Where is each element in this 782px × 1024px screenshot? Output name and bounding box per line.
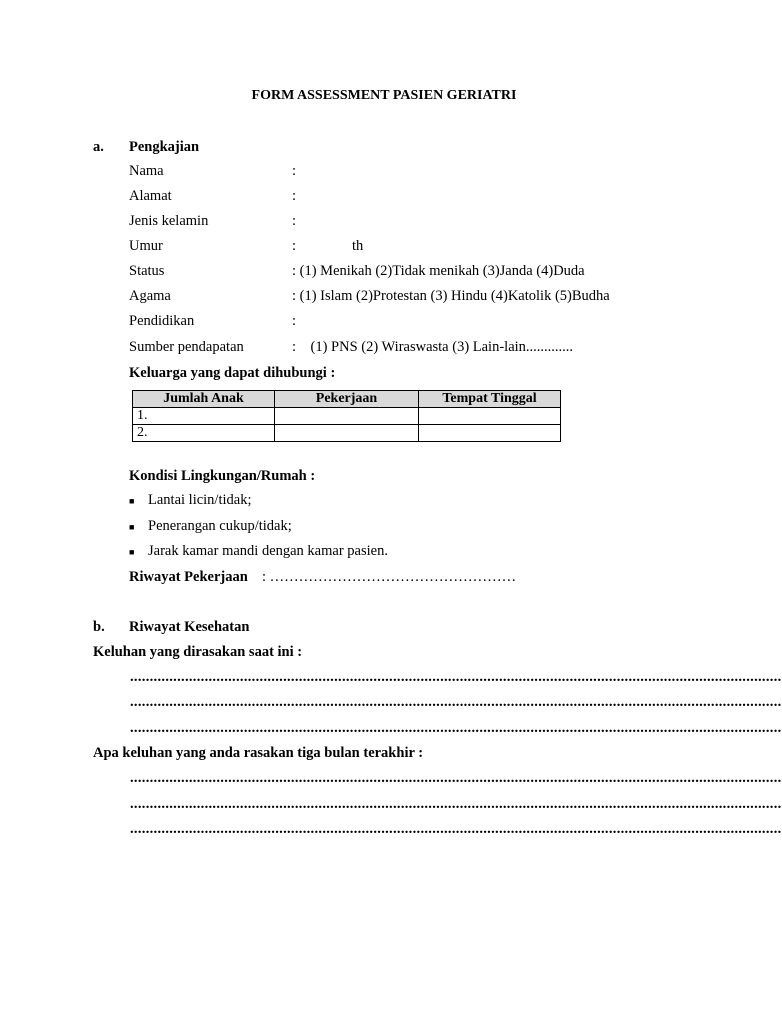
- environment-heading: Kondisi Lingkungan/Rumah :: [129, 468, 316, 484]
- table-cell[interactable]: [275, 408, 419, 425]
- field-nama-value: :: [292, 163, 297, 179]
- section-b-letter: b.: [93, 619, 105, 635]
- work-history-label: Riwayat Pekerjaan: [129, 569, 248, 585]
- col-jumlah-anak: Jumlah Anak: [133, 391, 275, 408]
- col-tempat-tinggal: Tempat Tinggal: [419, 391, 561, 408]
- section-b-heading: Riwayat Kesehatan: [129, 619, 250, 635]
- col-pekerjaan: Pekerjaan: [275, 391, 419, 408]
- family-heading: Keluarga yang dapat dihubungi :: [129, 365, 336, 381]
- field-alamat-label: Alamat: [129, 188, 172, 204]
- bullet-icon: ■: [129, 496, 135, 506]
- field-agama-label: Agama: [129, 288, 171, 304]
- field-status-label: Status: [129, 263, 165, 279]
- answer-line[interactable]: ......................................................................................................................................................................: [130, 720, 782, 736]
- answer-line[interactable]: ......................................................................................................................................................................: [130, 821, 782, 837]
- field-sumber-pendapatan-label: Sumber pendapatan: [129, 339, 244, 355]
- question-current-complaint: Keluhan yang dirasakan saat ini :: [93, 644, 303, 660]
- answer-line[interactable]: ......................................................................................................................................................................: [130, 694, 782, 710]
- field-umur-suffix: th: [352, 238, 364, 254]
- field-nama-label: Nama: [129, 163, 164, 179]
- table-cell[interactable]: [275, 425, 419, 442]
- question-three-months-complaint: Apa keluhan yang anda rasakan tiga bulan terakhir :: [93, 745, 424, 761]
- bullet-icon: ■: [129, 522, 135, 532]
- list-item-text: Lantai licin/tidak;: [148, 492, 252, 508]
- field-status-value: : (1) Menikah (2)Tidak menikah (3)Janda (4)Duda: [292, 263, 585, 279]
- field-umur-label: Umur: [129, 238, 163, 254]
- field-jenis-kelamin-label: Jenis kelamin: [129, 213, 209, 229]
- table-cell[interactable]: 1.: [133, 408, 275, 425]
- table-cell[interactable]: 2.: [133, 425, 275, 442]
- bullet-icon: ■: [129, 547, 135, 557]
- list-item-text: Jarak kamar mandi dengan kamar pasien.: [148, 543, 388, 559]
- field-agama-value: : (1) Islam (2)Protestan (3) Hindu (4)Katolik (5)Budha: [292, 288, 610, 304]
- table-row: [133, 408, 561, 425]
- answer-line[interactable]: ......................................................................................................................................................................: [130, 796, 782, 812]
- table-row: [133, 425, 561, 442]
- page-title: FORM ASSESSMENT PASIEN GERIATRI: [251, 88, 517, 103]
- field-pendidikan-value: :: [292, 313, 297, 329]
- family-table-header-row: [133, 391, 561, 408]
- section-a-heading: Pengkajian: [129, 139, 200, 155]
- table-cell[interactable]: [419, 425, 561, 442]
- answer-line[interactable]: ......................................................................................................................................................................: [130, 669, 782, 685]
- section-a-letter: a.: [93, 139, 104, 155]
- family-table: [132, 390, 561, 442]
- answer-line[interactable]: ......................................................................................................................................................................: [130, 770, 782, 786]
- field-alamat-value: :: [292, 188, 297, 204]
- table-cell[interactable]: [419, 408, 561, 425]
- field-jenis-kelamin-value: :: [292, 213, 297, 229]
- field-pendidikan-label: Pendidikan: [129, 313, 195, 329]
- list-item-text: Penerangan cukup/tidak;: [148, 518, 292, 534]
- field-sumber-pendapatan-value: : (1) PNS (2) Wiraswasta (3) Lain-lain.............: [292, 339, 574, 355]
- field-umur-value: :: [292, 238, 297, 254]
- work-history-value[interactable]: : ……………………………………………: [262, 569, 517, 585]
